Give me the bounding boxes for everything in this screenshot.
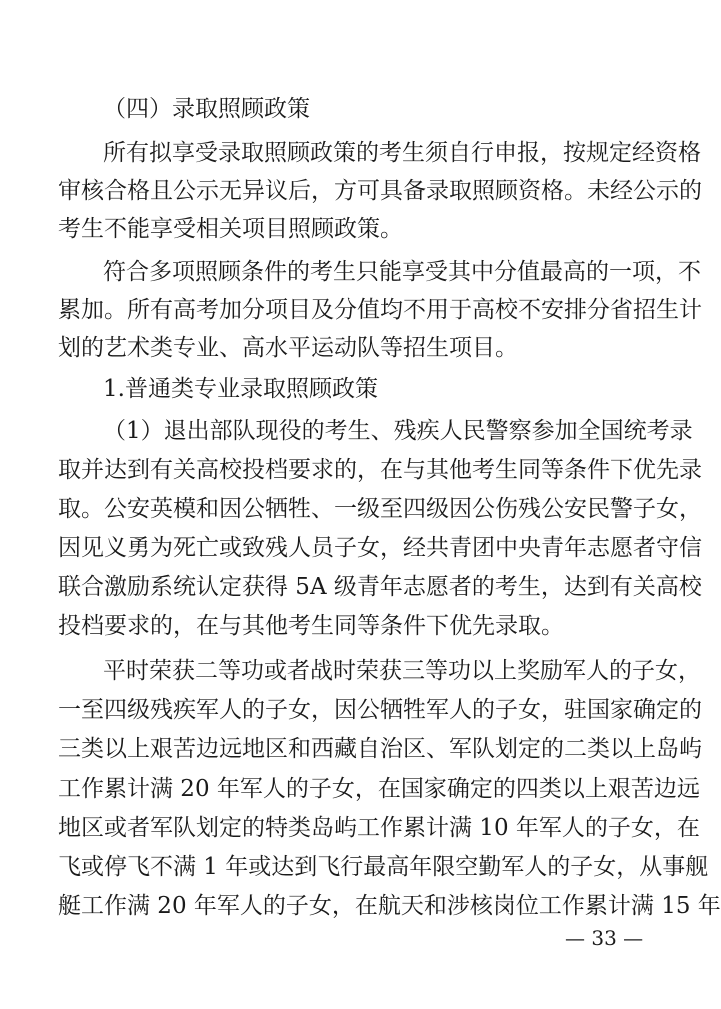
paragraph-line: 累加。所有高考加分项目及分值均不用于高校不安排分省招生计 <box>58 297 702 323</box>
paragraph-line: 符合多项照顾条件的考生只能享受其中分值最高的一项，不 <box>103 259 701 285</box>
paragraph-line: 飞或停飞不满 1 年或达到飞行最高年限空勤军人的子女，从事舰 <box>58 854 709 880</box>
paragraph-line: 取并达到有关高校投档要求的，在与其他考生同等条件下优先录 <box>58 457 702 483</box>
paragraph-line: 投档要求的，在与其他考生同等条件下优先录取。 <box>58 613 564 639</box>
paragraph-line: 平时荣获二等功或者战时荣获三等功以上奖励军人的子女， <box>103 658 701 684</box>
paragraph-line: 三类以上艰苦边远地区和西藏自治区、军队划定的二类以上岛屿 <box>58 736 702 762</box>
paragraph-line: 划的艺术类专业、高水平运动队等招生项目。 <box>58 335 518 361</box>
page-number: — 33 — <box>565 926 644 950</box>
paragraph-line: 地区或者军队划定的特类岛屿工作累计满 10 年军人的子女，在 <box>58 815 700 841</box>
paragraph-line: 所有拟享受录取照顾政策的考生须自行申报，按规定经资格 <box>103 140 701 166</box>
paragraph-line: 艇工作满 20 年军人的子女，在航天和涉核岗位工作累计满 15 年 <box>58 893 721 919</box>
paragraph-line: 取。公安英模和因公牺牲、一级至四级因公伤残公安民警子女， <box>58 496 702 522</box>
paragraph-line: 一至四级残疾军人的子女，因公牺牲军人的子女，驻国家确定的 <box>58 697 702 723</box>
paragraph-line: 联合激励系统认定获得 5A 级青年志愿者的考生，达到有关高校 <box>58 574 702 600</box>
paragraph-line: 考生不能享受相关项目照顾政策。 <box>58 216 403 242</box>
paragraph-line: 工作累计满 20 年军人的子女，在国家确定的四类以上艰苦边远 <box>58 776 700 802</box>
paragraph-line: 因见义勇为死亡或致残人员子女，经共青团中央青年志愿者守信 <box>58 535 702 561</box>
paragraph-line: 审核合格且公示无异议后，方可具备录取照顾资格。未经公示的 <box>58 178 702 204</box>
section-heading: （四）录取照顾政策 <box>103 96 310 122</box>
paragraph-line: （1）退出部队现役的考生、残疾人民警察参加全国统考录 <box>103 418 693 444</box>
subsection-heading: 1.普通类专业录取照顾政策 <box>103 376 378 402</box>
